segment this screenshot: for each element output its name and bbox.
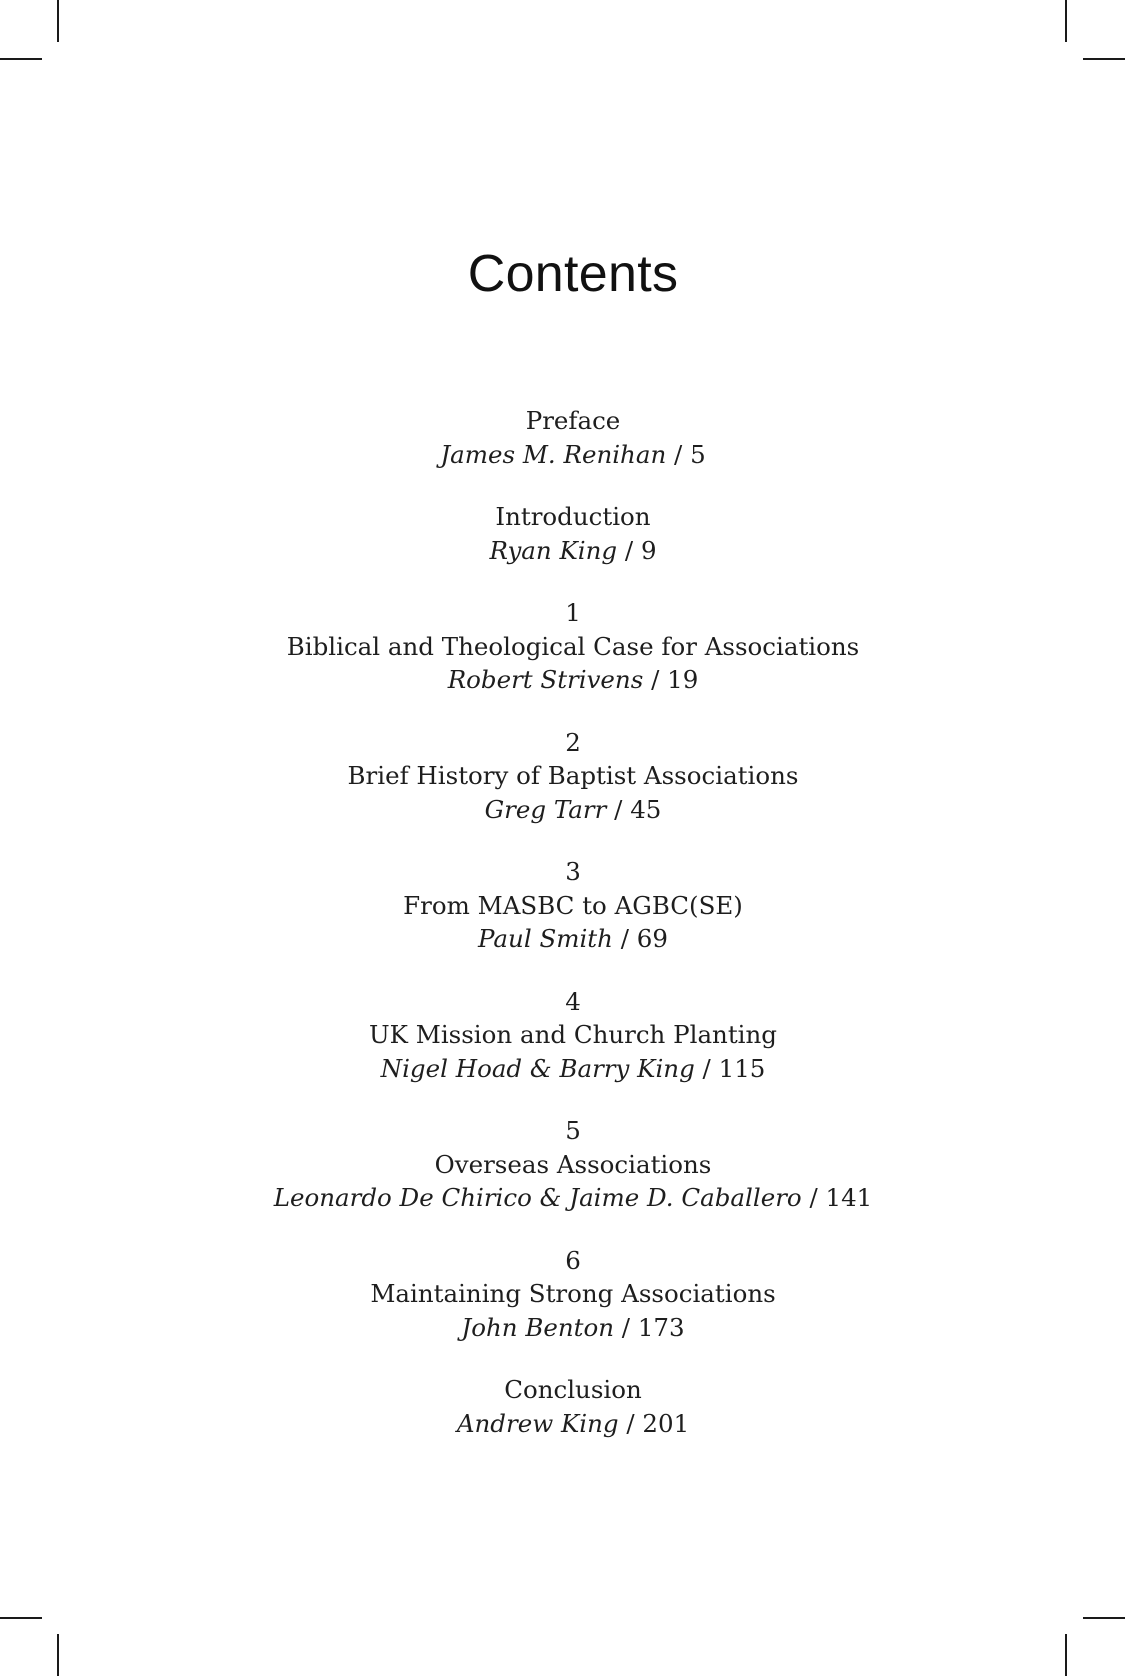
toc-separator: / [606, 794, 631, 824]
toc-entry-byline [0, 1407, 1125, 1441]
toc-entry-byline [0, 1052, 1125, 1086]
toc-entry-chapter-5[interactable] [0, 1114, 1125, 1215]
crop-mark-top-left-vertical [57, 0, 59, 42]
toc-entry-page: 141 [825, 1183, 873, 1212]
toc-separator: / [617, 535, 641, 565]
toc-entry-title: Introduction [495, 502, 651, 531]
toc-entry-chapter-3[interactable] [0, 855, 1125, 956]
crop-mark-top-right-vertical [1065, 0, 1067, 42]
toc-chapter-number: 5 [565, 1116, 581, 1145]
toc-entry-chapter-6[interactable] [0, 1244, 1125, 1345]
crop-mark-top-left-horizontal [0, 58, 42, 60]
toc-entry-author: James M. Renihan [440, 439, 667, 469]
toc-entry-author: Ryan King [489, 535, 618, 565]
toc-entry-preface[interactable] [0, 404, 1125, 471]
page-title: Contents [467, 245, 679, 303]
toc-separator: / [666, 439, 691, 469]
toc-entry-title: From MASBC to AGBC(SE) [403, 890, 743, 920]
toc-chapter-number: 6 [565, 1245, 581, 1275]
toc-entry-byline [0, 1311, 1125, 1345]
toc-chapter-number: 2 [565, 727, 581, 757]
toc-entry-introduction[interactable] [0, 500, 1125, 567]
toc-entry-page: 173 [637, 1312, 685, 1342]
toc-entry-page: 5 [690, 439, 706, 469]
toc-entry-page: 9 [640, 535, 657, 565]
toc-entry-title: Maintaining Strong Associations [370, 1279, 776, 1308]
toc-entry-author: Nigel Hoad & Barry King [380, 1053, 695, 1083]
crop-mark-bottom-left-horizontal [0, 1617, 42, 1619]
toc-separator: / [613, 1312, 638, 1342]
toc-entry-page: 115 [718, 1053, 766, 1083]
toc-entry-byline [0, 534, 1125, 568]
crop-mark-top-right-horizontal [1083, 58, 1125, 60]
toc-entry-author: Robert Strivens [447, 665, 644, 694]
toc-entry-page: 69 [636, 924, 668, 953]
toc-entry-chapter-1[interactable] [0, 596, 1125, 697]
toc-chapter-number: 4 [565, 986, 581, 1016]
toc-chapter-number: 1 [565, 598, 581, 627]
toc-separator: / [643, 665, 668, 694]
toc-entry-author: Greg Tarr [484, 794, 607, 824]
crop-mark-bottom-right-vertical [1065, 1634, 1067, 1676]
toc-entry-title: Preface [525, 406, 621, 435]
toc-entry-byline [0, 438, 1125, 472]
toc-entry-author: Paul Smith [478, 924, 613, 953]
toc-separator: / [618, 1408, 643, 1438]
toc-entry-byline [0, 663, 1125, 697]
toc-entry-title: Overseas Associations [434, 1149, 712, 1179]
toc-entry-conclusion[interactable] [0, 1373, 1125, 1440]
toc-entry-author: Leonardo De Chirico & Jaime D. Caballero [273, 1183, 802, 1212]
toc-entry-title: UK Mission and Church Planting [369, 1020, 777, 1049]
toc-entry-page: 19 [667, 665, 699, 694]
toc-separator: / [801, 1183, 826, 1212]
toc-entry-title: Brief History of Baptist Associations [347, 761, 799, 790]
toc-entry-chapter-2[interactable] [0, 726, 1125, 827]
toc-entry-byline [0, 1181, 1125, 1215]
toc-entry-page: 201 [642, 1408, 690, 1438]
table-of-contents [0, 404, 1125, 1469]
toc-separator: / [612, 924, 637, 953]
toc-chapter-number: 3 [565, 857, 581, 886]
toc-entry-byline [0, 793, 1125, 827]
crop-mark-bottom-right-horizontal [1083, 1617, 1125, 1619]
toc-entry-author: Andrew King [456, 1408, 619, 1438]
toc-entry-title: Biblical and Theological Case for Associations [286, 631, 860, 661]
toc-entry-page: 45 [630, 794, 662, 824]
toc-entry-author: John Benton [461, 1312, 614, 1342]
toc-entry-byline [0, 922, 1125, 956]
toc-separator: / [694, 1053, 719, 1083]
crop-mark-bottom-left-vertical [57, 1634, 59, 1676]
toc-entry-title: Conclusion [504, 1375, 642, 1404]
toc-entry-chapter-4[interactable] [0, 985, 1125, 1086]
